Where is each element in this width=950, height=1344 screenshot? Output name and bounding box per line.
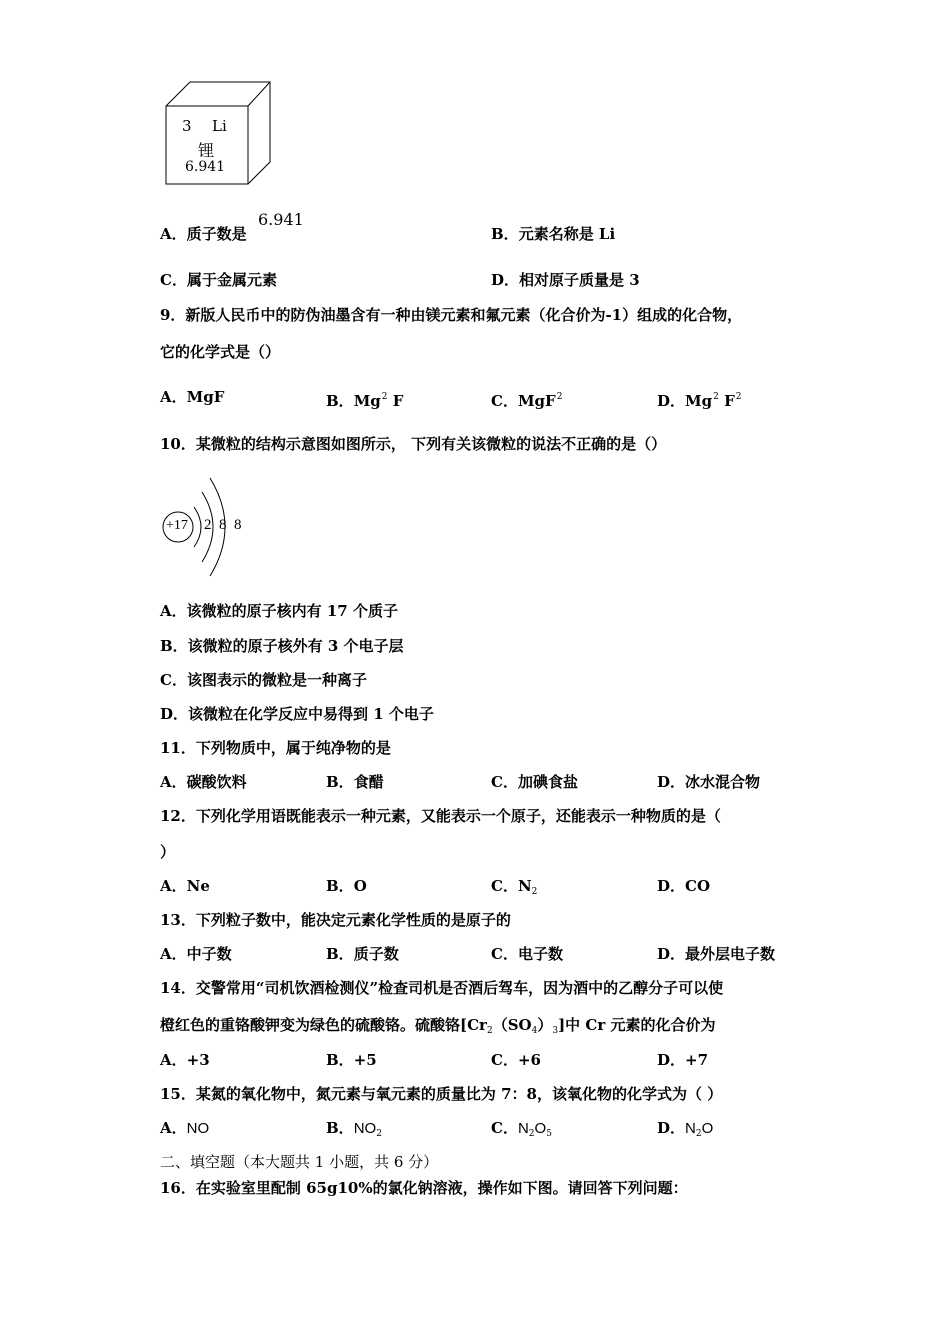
q11-stem: 11．下列物质中，属于纯净物的是 xyxy=(160,739,391,757)
q8-option-a-value: 6.941 xyxy=(258,210,304,229)
q14-option-a[interactable]: A．+3 xyxy=(160,1051,210,1069)
q13-option-a[interactable]: A．中子数 xyxy=(160,945,232,963)
section-heading-fill-in: 二、填空题（本大题共 1 小题，共 6 分） xyxy=(160,1153,439,1171)
q9-option-b[interactable]: B．Mg$^2$ F xyxy=(326,392,404,410)
q15-option-a[interactable]: A．NO xyxy=(160,1119,210,1137)
shell-2-count: 8 xyxy=(219,517,227,533)
q15-option-c[interactable]: C．$N_2O_5$ xyxy=(491,1119,552,1139)
q14-stem-line2: 橙红色的重铬酸钾变为绿色的硫酸铬。硫酸铬$[Cr_2(SO_4)_3]$中 Cr 元素的化合价为 xyxy=(160,1016,716,1036)
q14-stem-line1: 14．交警常用“司机饮酒检测仪”检查司机是否酒后驾车，因为酒中的乙醇分子可以使 xyxy=(160,979,724,997)
q9-option-a[interactable]: A．MgF xyxy=(160,388,225,406)
q11-option-d[interactable]: D．冰水混合物 xyxy=(657,773,761,791)
q9-stem-line1: 9．新版人民币中的防伪油墨含有一种由镁元素和氟元素（化合价为-1）组成的化合物， xyxy=(160,306,743,324)
q10-option-d[interactable]: D．该微粒在化学反应中易得到 1 个电子 xyxy=(160,705,434,723)
q8-option-b[interactable]: B．元素名称是 Li xyxy=(491,225,616,243)
q15-option-d[interactable]: D．$N_2O$ xyxy=(657,1119,714,1139)
shell-3-count: 8 xyxy=(234,517,242,533)
q9-option-d[interactable]: D．Mg$^2$ $F^2$ xyxy=(657,392,742,410)
q15-option-b[interactable]: B．$NO_2$ xyxy=(326,1119,382,1139)
q8-option-d[interactable]: D．相对原子质量是 3 xyxy=(491,271,640,289)
q9-stem-line2: 它的化学式是（） xyxy=(160,343,281,361)
shell-1-count: 2 xyxy=(204,517,212,533)
q12-option-d[interactable]: D．CO xyxy=(657,877,711,895)
q11-option-c[interactable]: C．加碘食盐 xyxy=(491,773,578,791)
q12-stem-line2: ） xyxy=(160,843,176,861)
q14-option-c[interactable]: C．+6 xyxy=(491,1051,541,1069)
q13-option-c[interactable]: C．电子数 xyxy=(491,945,563,963)
q11-option-b[interactable]: B．食醋 xyxy=(326,773,384,791)
q8-option-c[interactable]: C．属于金属元素 xyxy=(160,271,277,289)
q11-option-a[interactable]: A．碳酸饮料 xyxy=(160,773,247,791)
element-mass: 6.941 xyxy=(185,159,226,175)
q13-option-d[interactable]: D．最外层电子数 xyxy=(657,945,776,963)
q10-stem: 10．某微粒的结构示意图如图所示， 下列有关该微粒的说法不正确的是（） xyxy=(160,435,667,453)
q12-option-c[interactable]: C．$N_2$ xyxy=(491,877,538,897)
q9-option-c[interactable]: C．MgF$^2$ xyxy=(491,392,563,410)
q12-option-b[interactable]: B．O xyxy=(326,877,367,895)
q14-option-d[interactable]: D．+7 xyxy=(657,1051,709,1069)
element-number: 3 xyxy=(182,117,192,135)
q13-option-b[interactable]: B．质子数 xyxy=(326,945,399,963)
q10-option-b[interactable]: B．该微粒的原子核外有 3 个电子层 xyxy=(160,637,404,655)
q12-option-a[interactable]: A．Ne xyxy=(160,877,210,895)
q13-stem: 13．下列粒子数中，能决定元素化学性质的是原子的 xyxy=(160,911,511,929)
q8-option-a[interactable]: A．质子数是 xyxy=(160,225,247,243)
q15-stem: 15．某氮的氧化物中，氮元素与氧元素的质量比为 7：8，该氧化物的化学式为（ ） xyxy=(160,1085,723,1103)
q12-stem-line1: 12．下列化学用语既能表示一种元素，又能表示一个原子，还能表示一种物质的是（ xyxy=(160,807,721,825)
nucleus-charge: +17 xyxy=(166,518,188,533)
q16-stem: 16．在实验室里配制 65g10%的氯化钠溶液，操作如下图。请回答下列问题： xyxy=(160,1179,688,1197)
atom-structure-diagram xyxy=(158,470,258,582)
q10-option-a[interactable]: A．该微粒的原子核内有 17 个质子 xyxy=(160,602,398,620)
q10-option-c[interactable]: C．该图表示的微粒是一种离子 xyxy=(160,671,367,689)
q14-option-b[interactable]: B．+5 xyxy=(326,1051,377,1069)
element-symbol: Li xyxy=(212,117,227,135)
element-card xyxy=(160,78,280,190)
element-name: 锂 xyxy=(198,141,215,160)
